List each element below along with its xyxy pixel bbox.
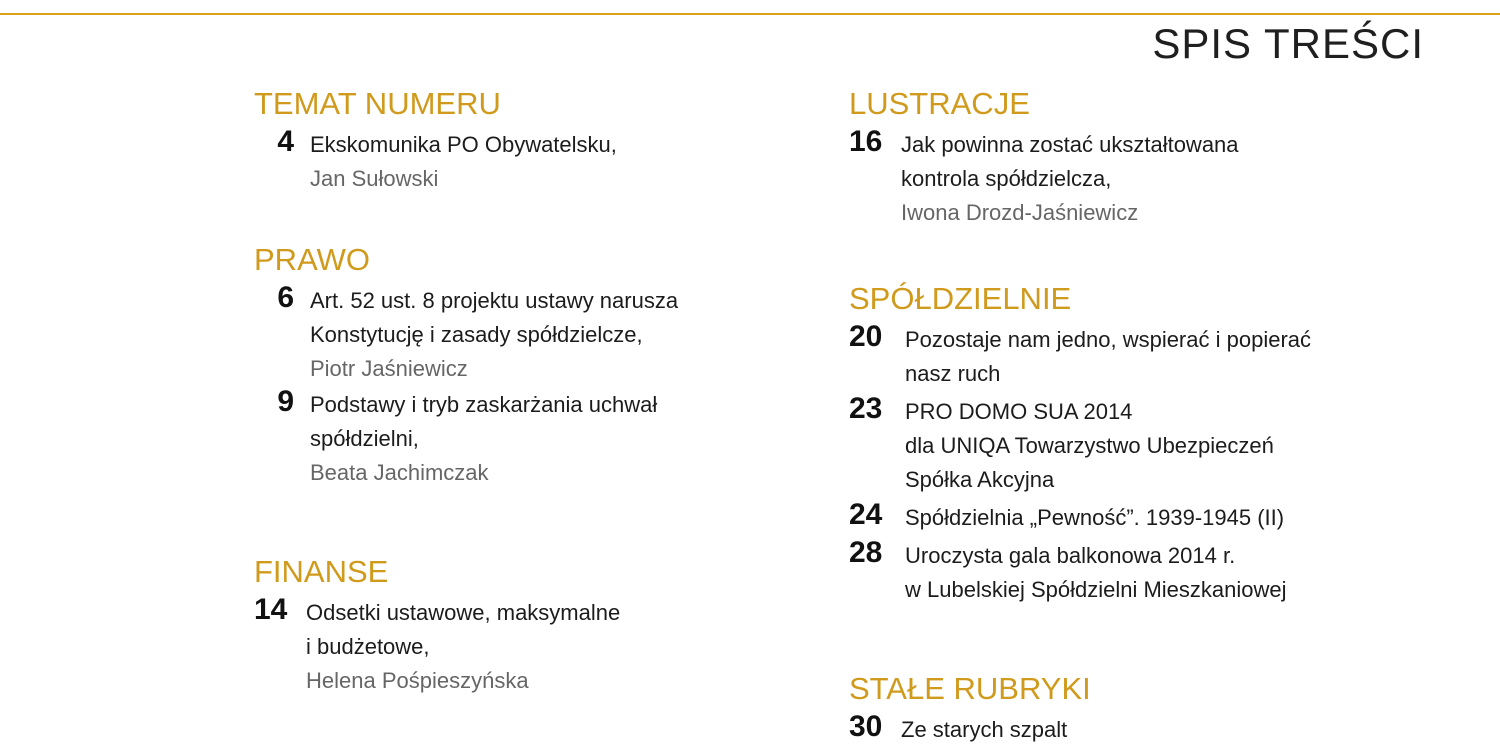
section-temat-numeru bbox=[254, 86, 617, 196]
entry-author: Helena Pośpieszyńska bbox=[306, 668, 529, 693]
page-number: 4 bbox=[277, 125, 294, 158]
toc-entry[interactable] bbox=[277, 385, 678, 490]
entry-title-line: nasz ruch bbox=[905, 361, 1001, 386]
page-number: 20 bbox=[849, 320, 883, 353]
section-title: SPÓŁDZIELNIE bbox=[849, 281, 1072, 316]
section-lustracje bbox=[849, 86, 1239, 230]
entry-title-line: Spółdzielnia „Pewność”. 1939-1945 (II) bbox=[905, 505, 1285, 530]
page-number: 30 bbox=[849, 710, 883, 743]
page-number: 14 bbox=[254, 593, 288, 626]
toc-entry[interactable] bbox=[277, 125, 617, 196]
entry-title-line: spółdzielni, bbox=[310, 426, 419, 451]
entry-title-line: dla UNIQA Towarzystwo Ubezpieczeń bbox=[905, 433, 1274, 458]
entry-author: Jan Sułowski bbox=[310, 166, 439, 191]
section-title: PRAWO bbox=[254, 242, 370, 277]
entry-title-line: Podstawy i tryb zaskarżania uchwał bbox=[310, 392, 658, 417]
page-number: 9 bbox=[277, 385, 294, 418]
toc-entry[interactable] bbox=[849, 498, 1311, 535]
entry-title-line: i budżetowe, bbox=[306, 634, 430, 659]
top-rule bbox=[0, 13, 1500, 15]
toc-entry[interactable] bbox=[849, 125, 1239, 230]
page-number: 24 bbox=[849, 498, 883, 531]
section-finanse bbox=[254, 554, 620, 698]
page-number: 16 bbox=[849, 125, 883, 158]
section-title: LUSTRACJE bbox=[849, 86, 1030, 121]
entry-title-line: Ze starych szpalt bbox=[901, 717, 1068, 742]
entry-title-line: Odsetki ustawowe, maksymalne bbox=[306, 600, 621, 625]
section-spoldzielnie bbox=[849, 281, 1311, 607]
entry-title-line: Jak powinna zostać ukształtowana bbox=[901, 132, 1239, 157]
entry-title-line: Konstytucję i zasady spółdzielcze, bbox=[310, 322, 643, 347]
entry-title-line: kontrola spółdzielcza, bbox=[901, 166, 1112, 191]
entry-title-line: w Lubelskiej Spółdzielni Mieszkaniowej bbox=[905, 577, 1287, 602]
page-number: 23 bbox=[849, 392, 883, 425]
toc-entry[interactable] bbox=[849, 320, 1312, 391]
entry-author: Iwona Drozd-Jaśniewicz bbox=[901, 200, 1139, 225]
entry-author: Beata Jachimczak bbox=[310, 460, 489, 485]
toc-entry[interactable] bbox=[277, 281, 679, 386]
section-title: FINANSE bbox=[254, 554, 389, 589]
toc-entry[interactable] bbox=[254, 593, 621, 698]
toc-entry[interactable] bbox=[849, 392, 1311, 497]
entry-title-line: Art. 52 ust. 8 projektu ustawy narusza bbox=[310, 288, 679, 313]
page-number: 28 bbox=[849, 536, 883, 569]
entry-title-line: Uroczysta gala balkonowa 2014 r. bbox=[905, 543, 1236, 568]
entry-title-line: Pozostaje nam jedno, wspierać i popierać bbox=[905, 327, 1312, 352]
entry-author: Piotr Jaśniewicz bbox=[310, 356, 468, 381]
section-prawo bbox=[254, 242, 678, 490]
toc-entry[interactable] bbox=[849, 710, 1091, 747]
entry-title-line: Spółka Akcyjna bbox=[905, 467, 1055, 492]
entry-title-line: Ekskomunika PO Obywatelsku, bbox=[310, 132, 617, 157]
section-title: TEMAT NUMERU bbox=[254, 86, 501, 121]
page-title: SPIS TREŚCI bbox=[1152, 20, 1424, 67]
page-number: 6 bbox=[277, 281, 294, 314]
entry-title-line: PRO DOMO SUA 2014 bbox=[905, 399, 1133, 424]
section-title: STAŁE RUBRYKI bbox=[849, 671, 1091, 706]
toc-entry[interactable] bbox=[849, 536, 1311, 607]
section-stale-rubryki bbox=[849, 671, 1091, 747]
